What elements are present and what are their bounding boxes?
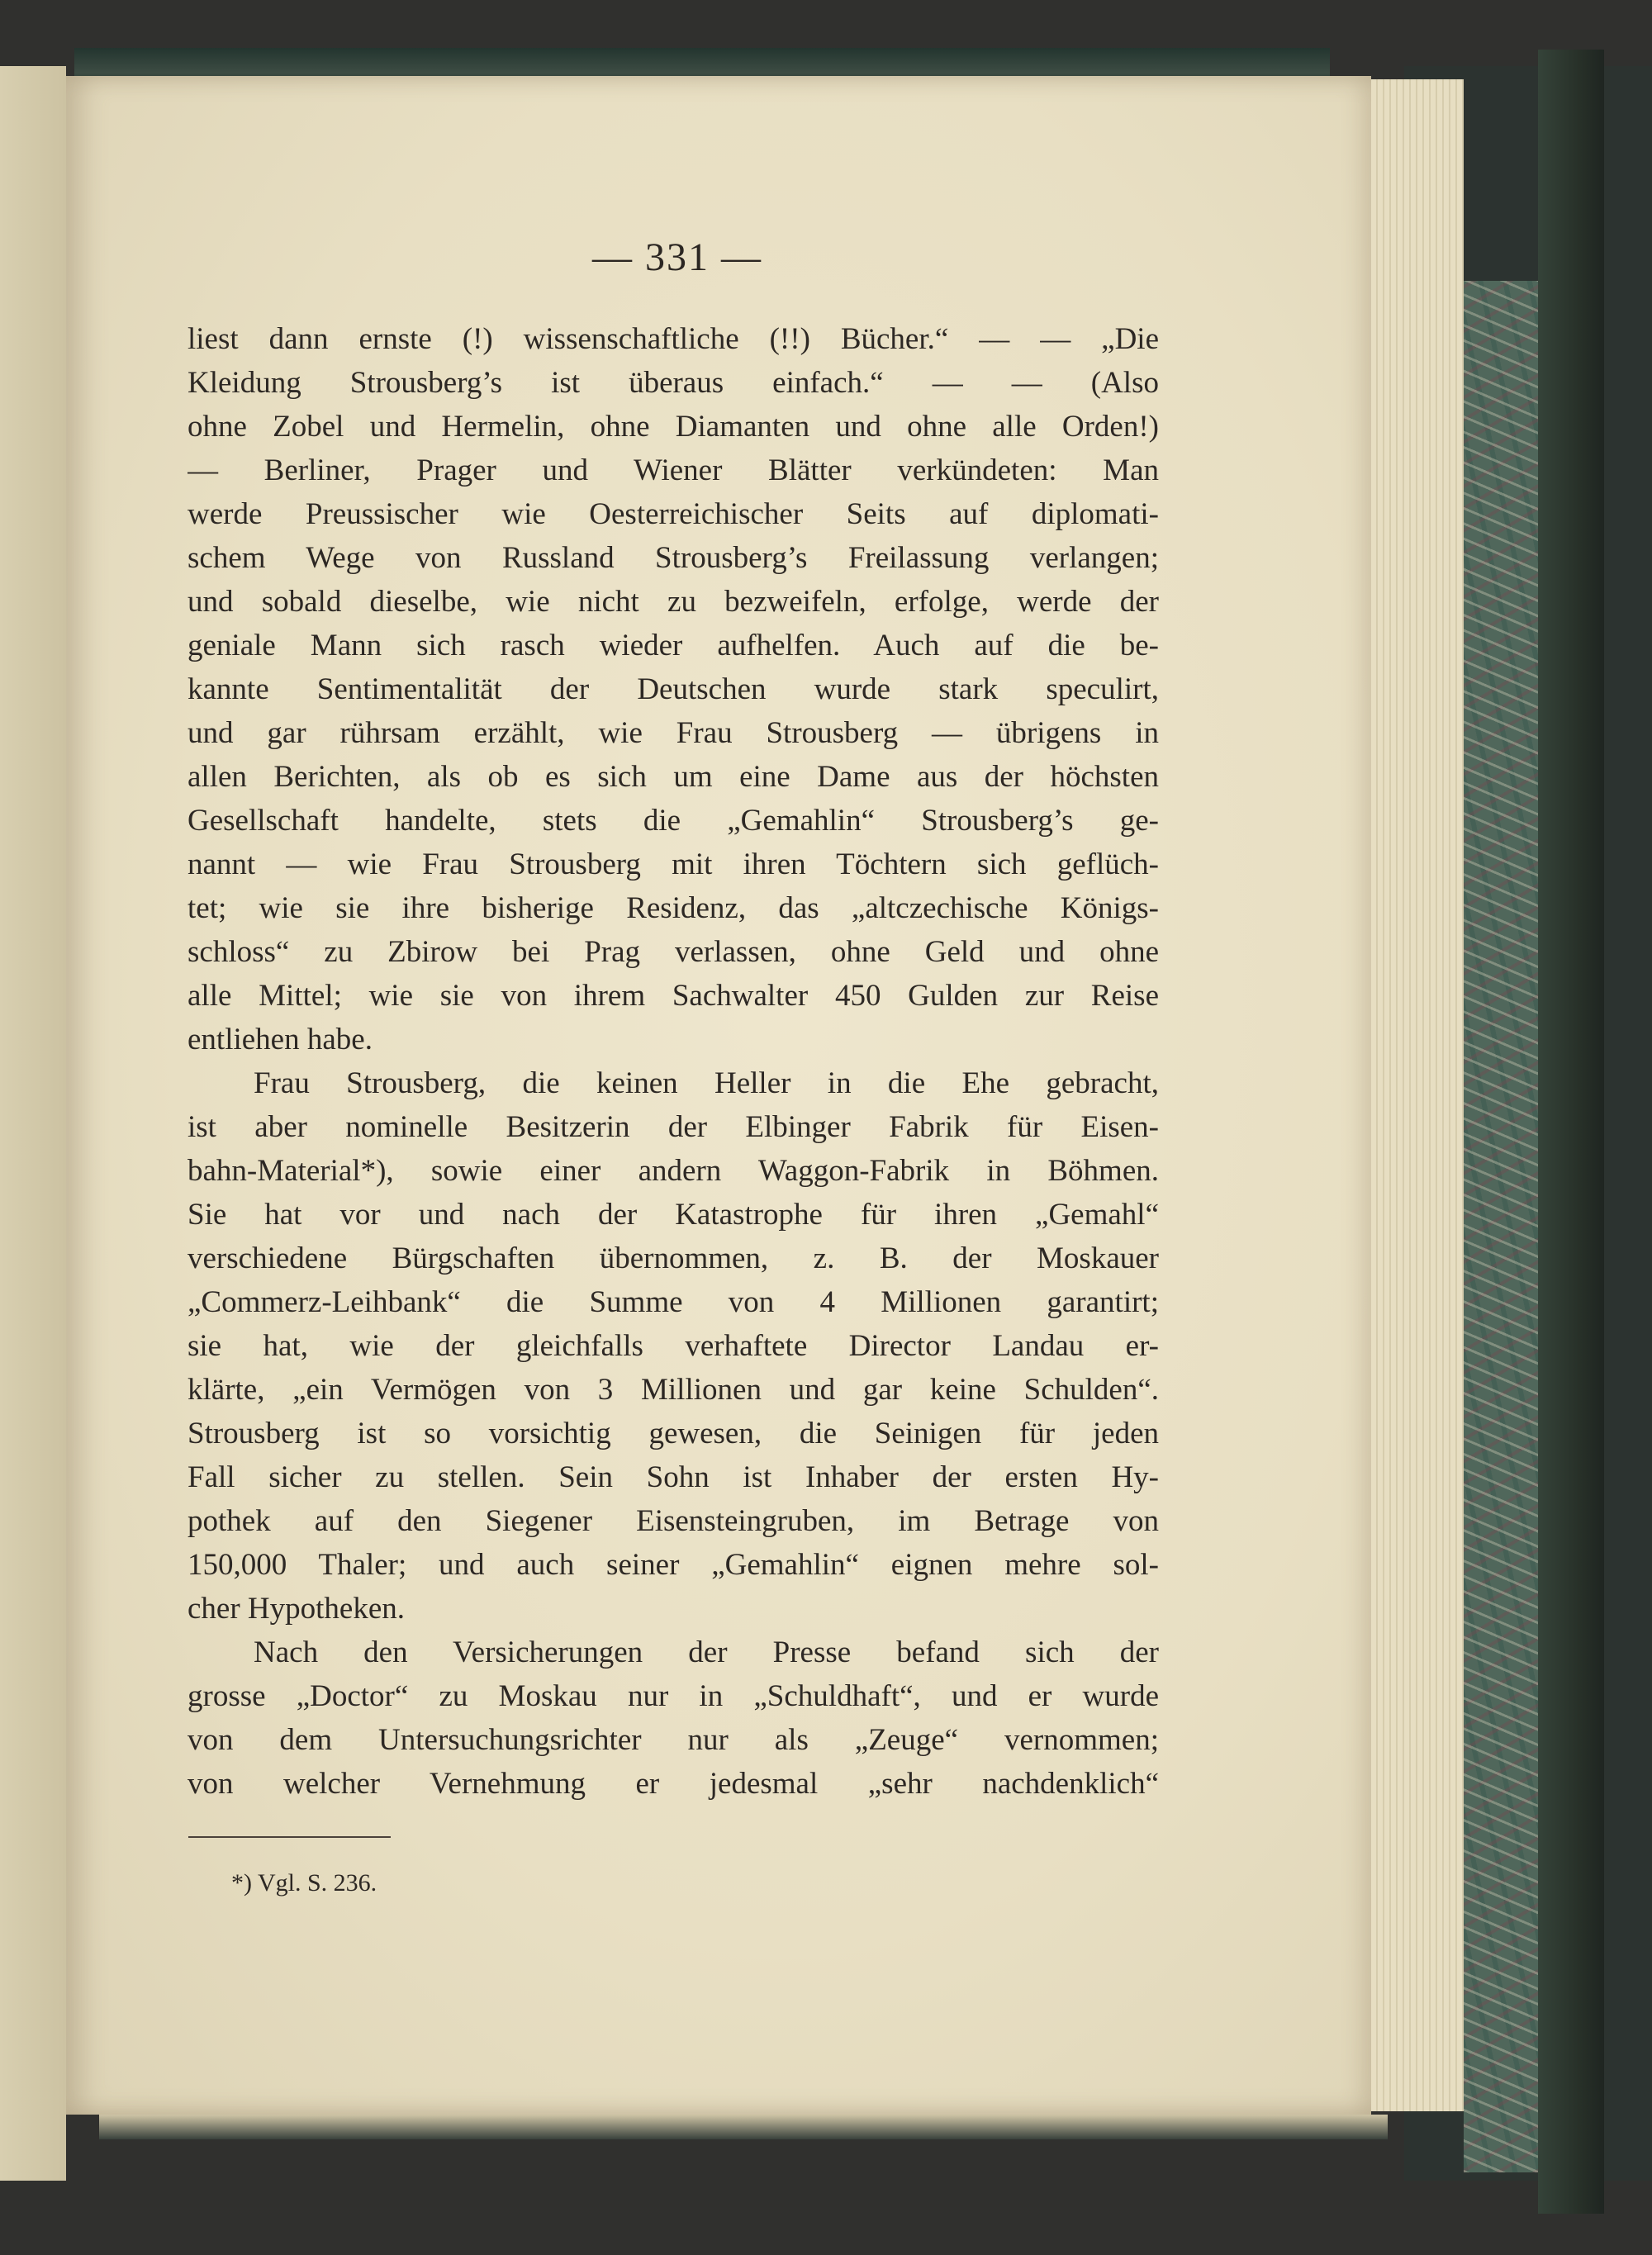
text-line: alle Mittel; wie sie von ihrem Sachwalter 450 Gulden zur Reise	[188, 979, 1159, 1013]
text-line: cher Hypotheken.	[188, 1592, 406, 1626]
text-line: Frau Strousberg, die keinen Heller in die Ehe gebracht,	[254, 1066, 1159, 1100]
text-line: — Berliner, Prager und Wiener Blätter verkündeten: Man	[188, 453, 1159, 487]
text-line: allen Berichten, als ob es sich um eine Dame aus der höchsten	[188, 760, 1159, 794]
text-line: entliehen habe.	[188, 1023, 373, 1056]
page-number: — 331 —	[592, 235, 762, 279]
text-line: Strousberg ist so vorsichtig gewesen, die Seinigen für jeden	[188, 1417, 1159, 1450]
text-line: „Commerz-Leihbank“ die Summe von 4 Millionen garantirt;	[188, 1285, 1159, 1319]
text-line: bahn-Material*), sowie einer andern Waggon-Fabrik in Böhmen.	[188, 1154, 1159, 1188]
text-line: und sobald dieselbe, wie nicht zu bezweifeln, erfolge, werde der	[188, 585, 1159, 619]
book-spine-edge	[1538, 50, 1604, 2214]
text-line: nannt — wie Frau Strousberg mit ihren Töchtern sich geflüch-	[188, 847, 1159, 881]
text-line: kannte Sentimentalität der Deutschen wurde stark speculirt,	[188, 672, 1159, 706]
body-text	[188, 317, 1159, 1806]
text-line: Fall sicher zu stellen. Sein Sohn ist Inhaber der ersten Hy-	[188, 1460, 1159, 1494]
text-line: von welcher Vernehmung er jedesmal „sehr nachdenklich“	[188, 1767, 1159, 1801]
text-line: grosse „Doctor“ zu Moskau nur in „Schuldhaft“, und er wurde	[188, 1679, 1159, 1713]
facing-page-edge	[0, 66, 66, 2181]
text-line: Gesellschaft handelte, stets die „Gemahlin“ Strousberg’s ge-	[188, 804, 1159, 838]
text-line: schem Wege von Russland Strousberg’s Freilassung verlangen;	[188, 541, 1159, 575]
text-line: 150,000 Thaler; und auch seiner „Gemahlin“ eignen mehre sol-	[188, 1548, 1159, 1582]
text-line: geniale Mann sich rasch wieder aufhelfen. Auch auf die be-	[188, 629, 1159, 662]
text-line: Kleidung Strousberg’s ist überaus einfach.“ — — (Also	[188, 366, 1159, 400]
page-stack-edges	[1371, 79, 1464, 2111]
text-line: sie hat, wie der gleichfalls verhaftete Director Landau er-	[188, 1329, 1159, 1363]
footnote-divider	[188, 1836, 391, 1838]
text-line: liest dann ernste (!) wissenschaftliche (!!) Bücher.“ — — „Die	[188, 322, 1159, 356]
text-line: und gar rührsam erzählt, wie Frau Strousberg — übrigens in	[188, 716, 1159, 750]
text-line: werde Preussischer wie Oesterreichischer Seits auf diplomati-	[188, 497, 1159, 531]
text-line: Sie hat vor und nach der Katastrophe für ihren „Gemahl“	[188, 1198, 1159, 1232]
marbled-endpaper	[1464, 281, 1538, 2172]
footnote: *) Vgl. S. 236.	[231, 1869, 377, 1897]
bottom-binding-edge	[99, 2115, 1388, 2139]
text-line: klärte, „ein Vermögen von 3 Millionen und gar keine Schulden“.	[188, 1373, 1159, 1407]
text-line: ist aber nominelle Besitzerin der Elbinger Fabrik für Eisen-	[188, 1110, 1159, 1144]
text-line: ohne Zobel und Hermelin, ohne Diamanten und ohne alle Orden!)	[188, 410, 1159, 444]
text-line: Nach den Versicherungen der Presse befand sich der	[254, 1635, 1159, 1669]
text-line: von dem Untersuchungsrichter nur als „Zeuge“ vernommen;	[188, 1723, 1159, 1757]
text-line: schloss“ zu Zbirow bei Prag verlassen, ohne Geld und ohne	[188, 935, 1159, 969]
text-line: verschiedene Bürgschaften übernommen, z. B. der Moskauer	[188, 1241, 1159, 1275]
text-line: tet; wie sie ihre bisherige Residenz, das „altczechische Königs-	[188, 891, 1159, 925]
text-line: pothek auf den Siegener Eisensteingruben, im Betrage von	[188, 1504, 1159, 1538]
